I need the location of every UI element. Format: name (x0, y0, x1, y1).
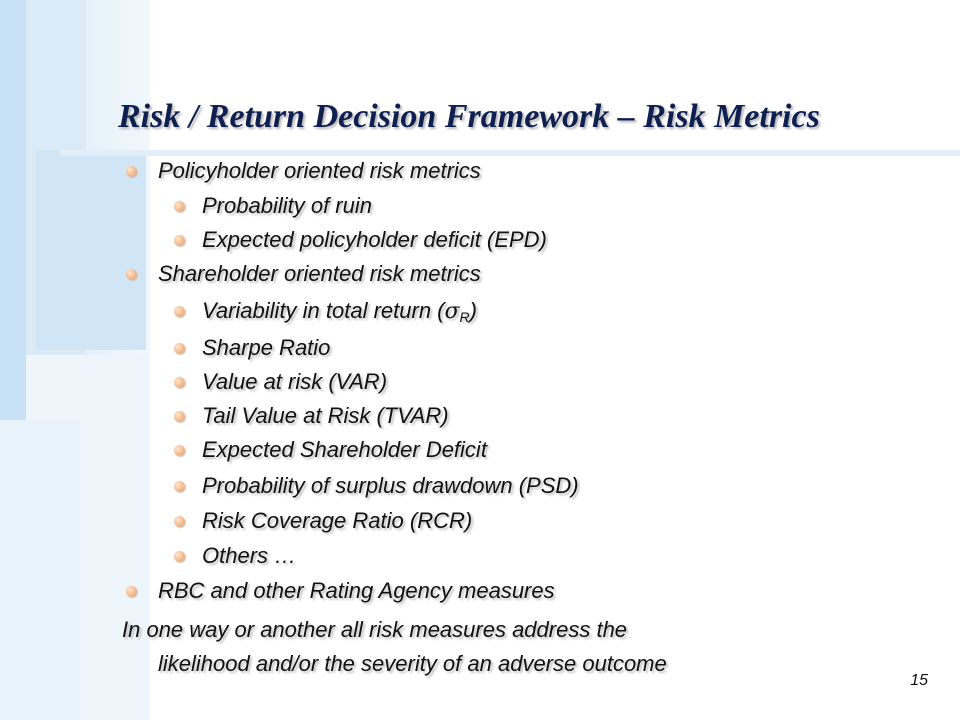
sub-bullet-item: Expected Shareholder Deficit (202, 437, 487, 462)
bullet-icon (126, 586, 137, 597)
sub-bullet-item: Others … (202, 543, 297, 568)
bullet-icon (174, 411, 185, 422)
bullet-icon (174, 551, 185, 562)
bullet-icon (126, 269, 137, 280)
bullet-icon (174, 343, 185, 354)
closing-line: likelihood and/or the severity of an adverse outcome (158, 651, 667, 676)
sub-bullet-item: Probability of surplus drawdown (PSD) (202, 473, 579, 498)
bullet-icon (174, 516, 185, 527)
slide-title: Risk / Return Decision Framework – Risk Metrics (118, 98, 820, 135)
bullet-icon (174, 201, 185, 212)
sigma-subscript: R (459, 309, 470, 325)
bullet-icon (174, 377, 185, 388)
sub-bullet-item (202, 298, 477, 330)
bullet-item: Policyholder oriented risk metrics (158, 158, 481, 183)
sub-bullet-item: Sharpe Ratio (202, 335, 331, 360)
bullet-icon (174, 481, 185, 492)
bullet-item: Shareholder oriented risk metrics (158, 261, 481, 286)
bullet-item: RBC and other Rating Agency measures (158, 578, 555, 603)
sigma-symbol: σ (444, 299, 460, 324)
bullet-icon (126, 166, 137, 177)
sub-bullet-item: Tail Value at Risk (TVAR) (202, 403, 449, 428)
variability-close: ) (469, 298, 477, 323)
bullet-icon (174, 306, 185, 317)
closing-line: In one way or another all risk measures address the (122, 617, 628, 642)
sub-bullet-item: Expected policyholder deficit (EPD) (202, 227, 547, 252)
bullet-icon (174, 445, 185, 456)
sub-bullet-item: Value at risk (VAR) (202, 369, 388, 394)
sub-bullet-item: Probability of ruin (202, 193, 372, 218)
page-number: 15 (910, 672, 928, 689)
bullet-icon (174, 235, 185, 246)
sub-bullet-item: Risk Coverage Ratio (RCR) (202, 508, 473, 533)
variability-label: Variability in total return ( (202, 298, 445, 323)
